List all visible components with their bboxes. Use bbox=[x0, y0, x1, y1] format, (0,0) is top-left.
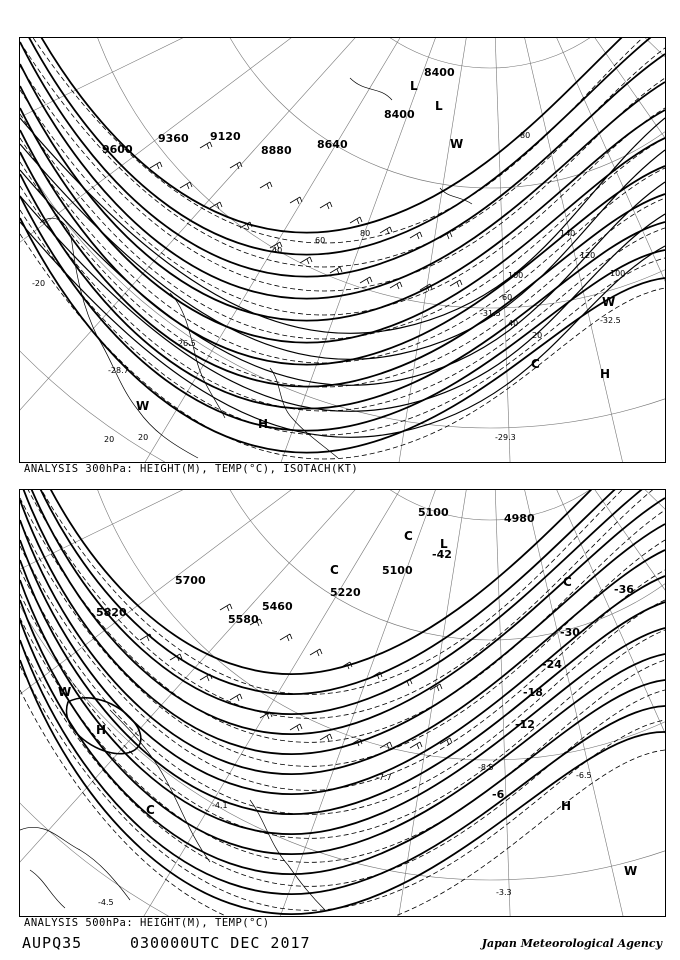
height-label: 5820 bbox=[96, 606, 127, 619]
temp-label: -6 bbox=[492, 788, 505, 801]
temperature-isotherm bbox=[20, 234, 665, 459]
wind-barb bbox=[410, 742, 422, 749]
temp-label: -31.5 bbox=[480, 309, 501, 318]
isotach-label: 100 bbox=[610, 269, 626, 278]
warm-marker: W bbox=[624, 864, 638, 878]
wind-barb bbox=[310, 649, 322, 656]
wind-barb bbox=[410, 232, 422, 239]
height-label: 9600 bbox=[102, 143, 133, 156]
height-contour bbox=[20, 42, 665, 277]
wind-barb bbox=[320, 734, 332, 741]
low-system: L bbox=[435, 99, 443, 113]
map-300hpa bbox=[19, 37, 666, 463]
temperature-isotherm bbox=[20, 618, 665, 862]
temp-label: -26.5 bbox=[175, 339, 196, 348]
parallel-line bbox=[20, 38, 665, 462]
height-label: 8400 bbox=[424, 66, 455, 79]
high-system: H bbox=[96, 723, 107, 737]
height-label: 5700 bbox=[175, 574, 206, 587]
wind-barb bbox=[300, 257, 312, 264]
isotach-label: 40 bbox=[272, 246, 283, 255]
height-label: 5460 bbox=[262, 600, 293, 613]
isotach-label: 80 bbox=[360, 229, 371, 238]
temp-label: -30 bbox=[560, 626, 580, 639]
height-contour bbox=[20, 64, 665, 299]
wind-barb bbox=[290, 724, 302, 731]
meridian-line bbox=[490, 490, 665, 916]
temp-label: -8.5 bbox=[478, 763, 494, 772]
wind-barb bbox=[450, 280, 462, 287]
meridian-line bbox=[20, 490, 490, 882]
temp-label: -28.7 bbox=[108, 366, 129, 375]
isotach-label: 120 bbox=[580, 251, 596, 260]
height-label: 5220 bbox=[330, 586, 361, 599]
isotach-label: 20 bbox=[104, 435, 115, 444]
wind-barb bbox=[390, 282, 402, 289]
meridian-line bbox=[20, 490, 490, 573]
high-system: H bbox=[258, 417, 269, 431]
height-label: 4980 bbox=[504, 512, 535, 525]
height-contour bbox=[20, 86, 665, 321]
temp-label: -18 bbox=[523, 686, 543, 699]
meridian-line bbox=[490, 490, 665, 916]
isotach-label: 60 bbox=[315, 236, 326, 245]
temperature-isotherm bbox=[20, 162, 665, 387]
low-system: L bbox=[410, 79, 418, 93]
meridian-line bbox=[490, 38, 665, 462]
wind-barb bbox=[320, 202, 332, 209]
valid-time: 030000UTC DEC 2017 bbox=[130, 934, 311, 952]
height-contour bbox=[20, 490, 665, 714]
wind-barb bbox=[330, 267, 342, 274]
cold-marker: C bbox=[563, 575, 572, 589]
meridian-line bbox=[20, 38, 490, 430]
high-system: H bbox=[600, 367, 611, 381]
temp-label: -29.3 bbox=[495, 433, 516, 442]
wind-barb bbox=[220, 604, 232, 611]
isotach-label: 140 bbox=[560, 229, 576, 238]
temp-label: -4.5 bbox=[98, 898, 114, 907]
isotach-label: 80 bbox=[520, 131, 531, 140]
wind-barb bbox=[200, 674, 212, 681]
wind-barb bbox=[360, 277, 372, 284]
meridian-line bbox=[490, 38, 665, 462]
agency-name: Japan Meteorological Agency bbox=[481, 937, 662, 950]
cold-marker: C bbox=[146, 803, 155, 817]
warm-marker: W bbox=[58, 685, 72, 699]
temp-label: -24 bbox=[542, 658, 562, 671]
temp-label: -20 bbox=[32, 279, 46, 288]
temp-label: -12 bbox=[515, 718, 535, 731]
isotach-label: 100 bbox=[508, 271, 524, 280]
wind-barb bbox=[290, 197, 302, 204]
isotach-label: 20 bbox=[138, 433, 149, 442]
meridian-line bbox=[27, 490, 491, 916]
warm-marker: W bbox=[602, 295, 616, 309]
temperature-isotherm bbox=[20, 210, 665, 435]
temperature-isotherm bbox=[20, 66, 665, 291]
low-system: L bbox=[440, 537, 448, 551]
parallel-line bbox=[20, 38, 665, 462]
isotach-label: 20 bbox=[532, 331, 543, 340]
meridian-line bbox=[490, 490, 665, 916]
map-500hpa-caption: ANALYSIS 500hPa: HEIGHT(M), TEMP(°C) bbox=[24, 917, 270, 929]
parallel-line bbox=[310, 38, 665, 68]
temperature-isotherm bbox=[20, 666, 665, 910]
temp-label: -7.7 bbox=[376, 773, 392, 782]
map-500hpa-svg bbox=[20, 490, 665, 916]
height-label: 8400 bbox=[384, 108, 415, 121]
warm-marker: W bbox=[450, 137, 464, 151]
height-contour bbox=[20, 218, 665, 453]
temp-label: -32.5 bbox=[600, 316, 621, 325]
meridian-line bbox=[27, 38, 491, 462]
map-500hpa bbox=[19, 489, 666, 917]
meridian-line bbox=[182, 38, 490, 462]
temp-label: -42 bbox=[432, 548, 452, 561]
meridian-line bbox=[20, 38, 490, 462]
wind-barb bbox=[380, 227, 392, 234]
isotach-label: 40 bbox=[508, 319, 519, 328]
high-system: H bbox=[561, 799, 572, 813]
wind-barb bbox=[200, 142, 212, 149]
chart-footer bbox=[22, 934, 662, 954]
meridian-line bbox=[490, 490, 665, 916]
height-label: 8640 bbox=[317, 138, 348, 151]
map-300hpa-svg bbox=[20, 38, 665, 462]
temp-label: -36 bbox=[614, 583, 634, 596]
meridian-line bbox=[490, 38, 665, 462]
wind-barb bbox=[180, 182, 192, 189]
meridian-line bbox=[490, 38, 665, 462]
wind-barb bbox=[230, 694, 242, 701]
height-label: 9360 bbox=[158, 132, 189, 145]
temp-label: -6.5 bbox=[576, 771, 592, 780]
height-label: 9120 bbox=[210, 130, 241, 143]
warm-marker: W bbox=[136, 399, 150, 413]
isotach-label: 60 bbox=[502, 293, 513, 302]
height-label: 5580 bbox=[228, 613, 259, 626]
isotach-contour bbox=[20, 170, 665, 385]
coastline bbox=[40, 78, 472, 458]
height-contour bbox=[20, 152, 665, 387]
temp-label: -3.3 bbox=[496, 888, 512, 897]
parallel-line bbox=[20, 38, 665, 462]
map-300hpa-caption: ANALYSIS 300hPa: HEIGHT(M), TEMP(°C), ISOTACH(KT) bbox=[24, 463, 359, 475]
height-label: 5100 bbox=[382, 564, 413, 577]
cold-marker: C bbox=[531, 357, 540, 371]
temp-label: -4.1 bbox=[212, 801, 228, 810]
height-label: 8880 bbox=[261, 144, 292, 157]
cold-marker: C bbox=[330, 563, 339, 577]
wind-barb bbox=[350, 217, 362, 224]
product-code: AUPQ35 bbox=[22, 934, 83, 952]
wind-barb bbox=[260, 182, 272, 189]
wind-barb bbox=[280, 634, 292, 641]
cold-marker: C bbox=[404, 529, 413, 543]
wind-barb bbox=[150, 162, 162, 169]
height-label: 5100 bbox=[418, 506, 449, 519]
